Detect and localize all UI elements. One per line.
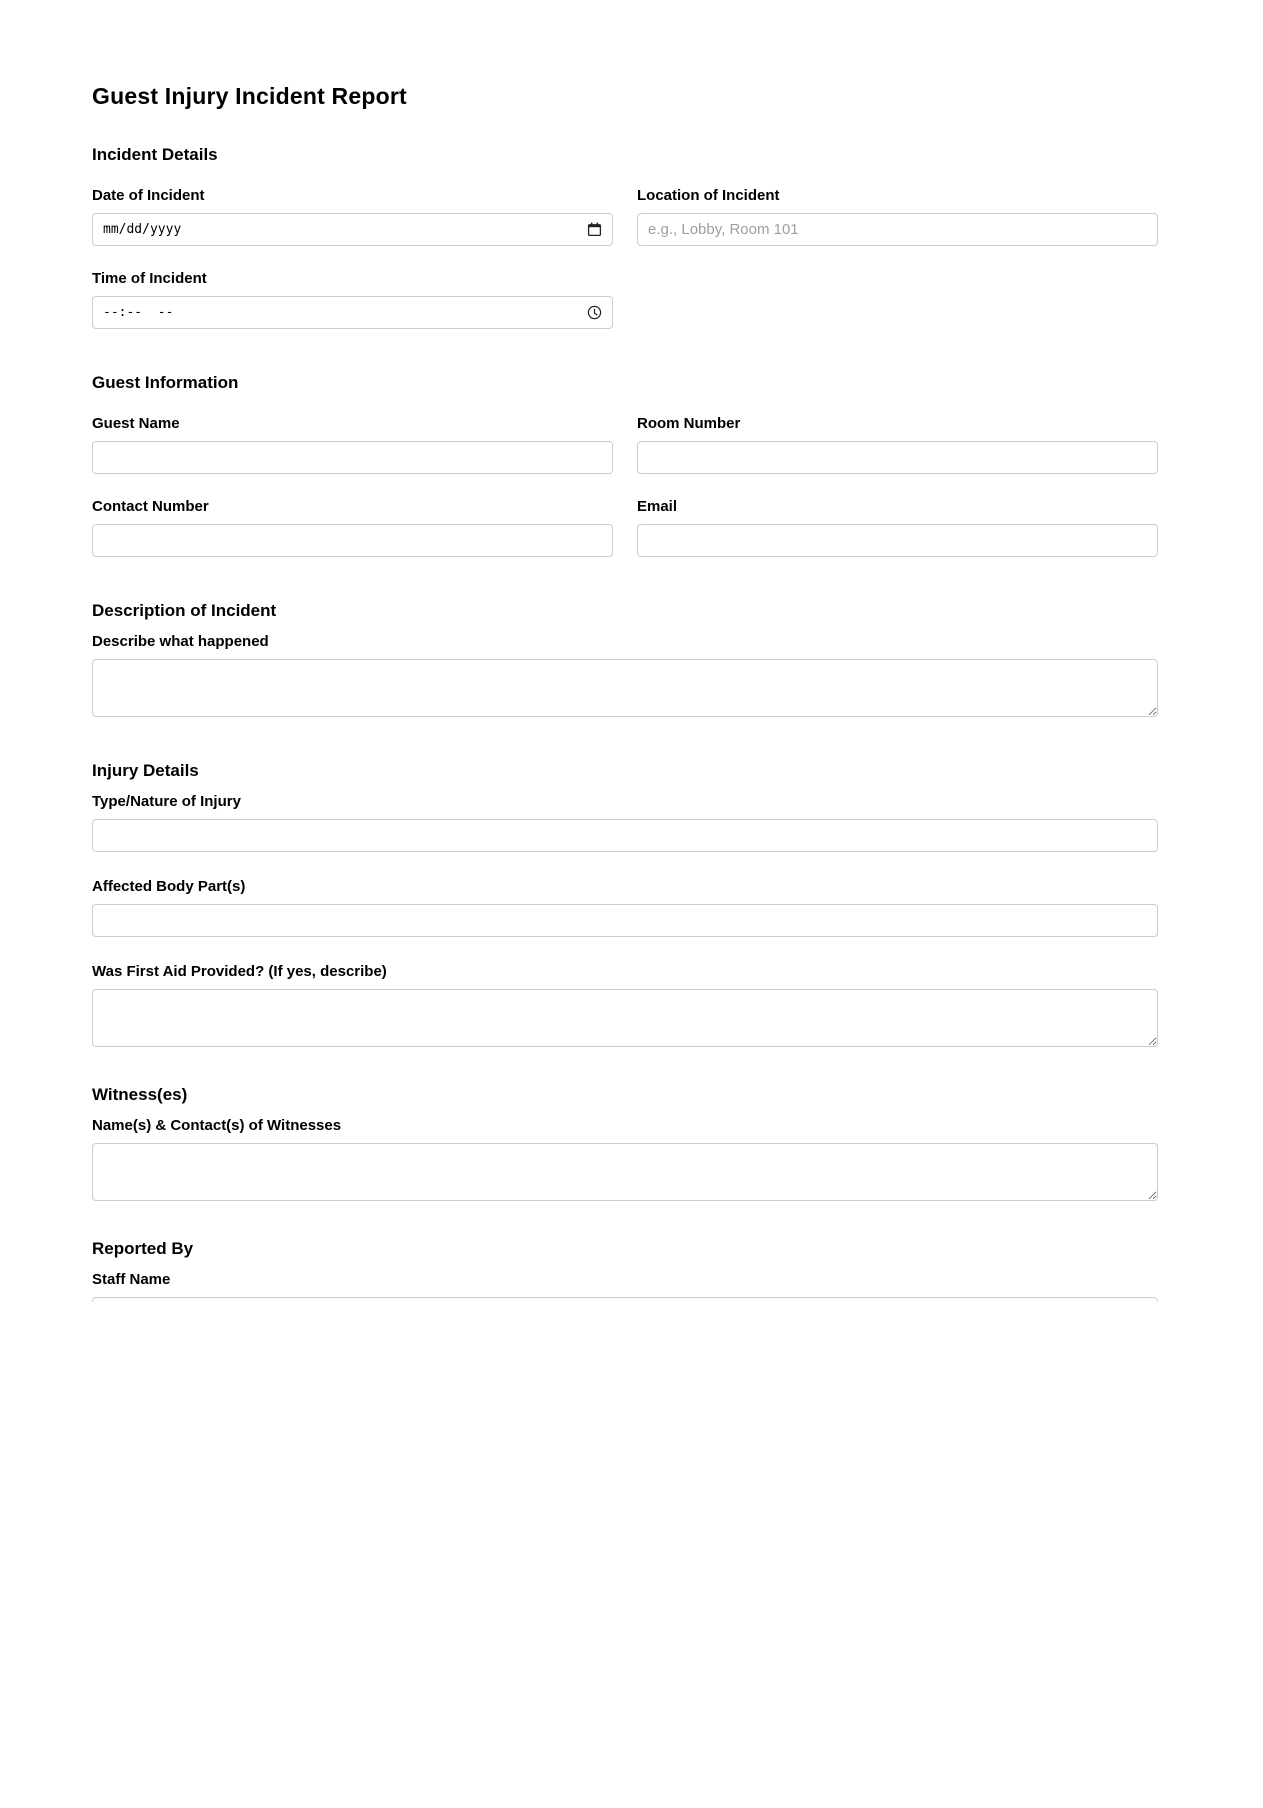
field-first-aid xyxy=(92,963,1158,1047)
date-of-incident-label: Date of Incident xyxy=(92,187,205,204)
guest-information-grid xyxy=(92,415,1158,557)
witnesses-heading: Witness(es) xyxy=(92,1085,188,1104)
field-location-of-incident xyxy=(637,187,1158,246)
first-aid-textarea[interactable] xyxy=(92,989,1158,1047)
page-title: Guest Injury Incident Report xyxy=(92,83,407,109)
time-of-incident-label: Time of Incident xyxy=(92,270,207,287)
location-of-incident-label: Location of Incident xyxy=(637,187,780,204)
section-incident-details xyxy=(92,145,1158,329)
witness-names-label: Name(s) & Contact(s) of Witnesses xyxy=(92,1117,342,1134)
field-witness-names xyxy=(92,1117,1158,1201)
email-input[interactable] xyxy=(637,524,1158,557)
section-guest-information xyxy=(92,373,1158,557)
field-describe-what-happened xyxy=(92,633,1158,717)
section-reported-by xyxy=(92,1239,1158,1302)
time-of-incident-input[interactable] xyxy=(92,296,613,329)
field-room-number xyxy=(637,415,1158,474)
witness-names-textarea[interactable] xyxy=(92,1143,1158,1201)
describe-what-happened-label: Describe what happened xyxy=(92,633,269,650)
room-number-input[interactable] xyxy=(637,441,1158,474)
section-witnesses xyxy=(92,1085,1158,1201)
staff-name-input[interactable] xyxy=(92,1297,1158,1302)
first-aid-label: Was First Aid Provided? (If yes, describe) xyxy=(92,963,387,980)
affected-body-parts-input[interactable] xyxy=(92,904,1158,937)
description-heading: Description of Incident xyxy=(92,601,277,620)
staff-name-label: Staff Name xyxy=(92,1271,171,1288)
incident-details-grid xyxy=(92,187,1158,329)
guest-name-label: Guest Name xyxy=(92,415,180,432)
field-staff-name xyxy=(92,1271,1158,1302)
incident-details-heading: Incident Details xyxy=(92,145,218,164)
section-description xyxy=(92,601,1158,717)
time-value: --:-- -- xyxy=(103,305,174,320)
contact-number-input[interactable] xyxy=(92,524,613,557)
email-label: Email xyxy=(637,498,678,515)
field-affected-body-parts xyxy=(92,878,1158,937)
location-of-incident-input[interactable] xyxy=(637,213,1158,246)
injury-type-label: Type/Nature of Injury xyxy=(92,793,241,810)
date-of-incident-input[interactable] xyxy=(92,213,613,246)
field-email xyxy=(637,498,1158,557)
describe-what-happened-textarea[interactable] xyxy=(92,659,1158,717)
guest-name-input[interactable] xyxy=(92,441,613,474)
clock-icon[interactable] xyxy=(587,305,602,320)
guest-information-heading: Guest Information xyxy=(92,373,239,392)
affected-body-parts-label: Affected Body Part(s) xyxy=(92,878,246,895)
contact-number-label: Contact Number xyxy=(92,498,209,515)
reported-by-heading: Reported By xyxy=(92,1239,194,1258)
injury-details-heading: Injury Details xyxy=(92,761,199,780)
room-number-label: Room Number xyxy=(637,415,741,432)
field-contact-number xyxy=(92,498,613,557)
field-guest-name xyxy=(92,415,613,474)
field-date-of-incident xyxy=(92,187,613,246)
injury-type-input[interactable] xyxy=(92,819,1158,852)
section-injury-details xyxy=(92,761,1158,1047)
field-time-of-incident xyxy=(92,270,613,329)
calendar-icon[interactable] xyxy=(587,222,602,237)
date-value: mm/dd/yyyy xyxy=(103,222,182,237)
field-injury-type xyxy=(92,793,1158,852)
